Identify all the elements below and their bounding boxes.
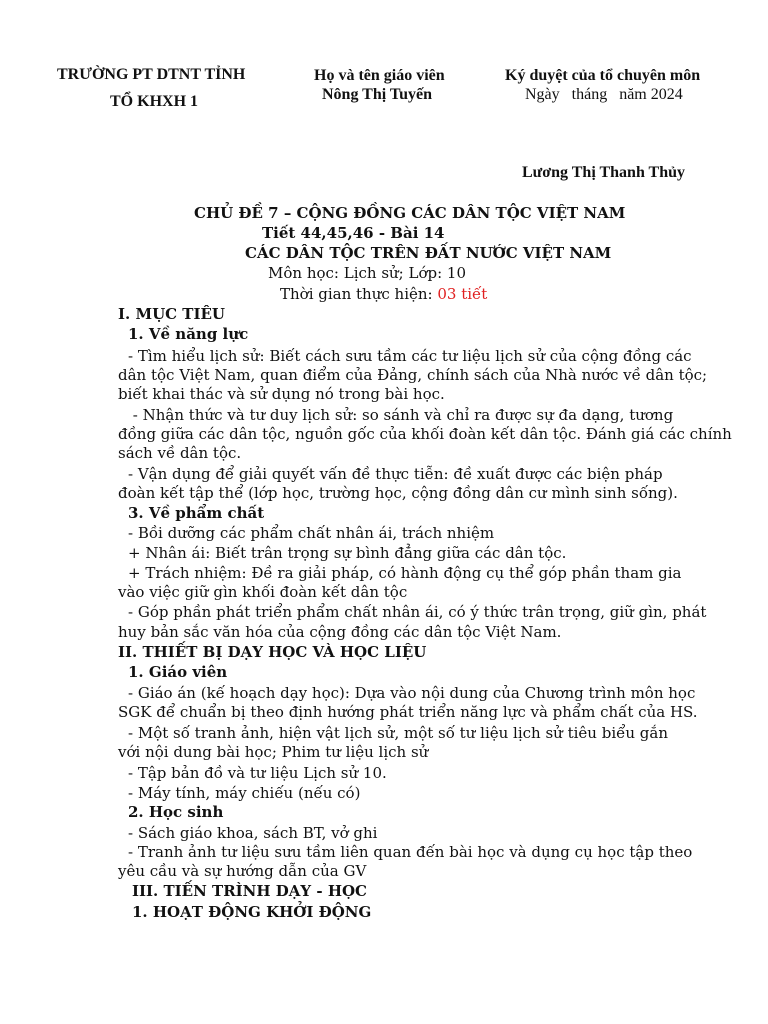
paragraph-line: - Tìm hiểu lịch sử: Biết cách sưu tầm các tư liệu lịch sử của cộng đồng các (128, 347, 692, 365)
approval-date: Ngày tháng năm 2024 (525, 86, 683, 103)
subsection-heading: 3. Về phẩm chất (128, 504, 265, 522)
approval-label: Ký duyệt của tổ chuyên môn (505, 67, 701, 84)
paragraph-line: đoàn kết tập thể (lớp học, trường học, cộng đồng dân cư mình sinh sống). (118, 484, 678, 502)
teacher-label: Họ và tên giáo viên (314, 67, 445, 84)
section-heading: III. TIẾN TRÌNH DẠY - HỌC (132, 882, 367, 900)
department-name: TỔ KHXH 1 (110, 93, 199, 110)
paragraph-line: - Bồi dưỡng các phẩm chất nhân ái, trách nhiệm (128, 524, 495, 542)
paragraph-line: huy bản sắc văn hóa của cộng đồng các dân tộc Việt Nam. (118, 623, 562, 641)
paragraph-line: - Tập bản đồ và tư liệu Lịch sử 10. (128, 764, 387, 782)
lesson-number: Tiết 44,45,46 - Bài 14 (262, 224, 445, 242)
paragraph-line: + Nhân ái: Biết trân trọng sự bình đẳng giữa các dân tộc. (128, 544, 567, 562)
paragraph-line: - Nhận thức và tư duy lịch sử: so sánh và chỉ ra được sự đa dạng, tương (128, 406, 674, 424)
paragraph-line: với nội dung bài học; Phim tư liệu lịch sử (118, 743, 429, 761)
section-heading: II. THIẾT BỊ DẠY HỌC VÀ HỌC LIỆU (118, 643, 427, 661)
paragraph-line: - Vận dụng để giải quyết vấn đề thực tiễn: đề xuất được các biện pháp (128, 465, 663, 483)
paragraph-line: SGK để chuẩn bị theo định hướng phát triển năng lực và phẩm chất của HS. (118, 703, 698, 721)
paragraph-line: biết khai thác và sử dụng nó trong bài học. (118, 385, 445, 403)
paragraph-line: + Trách nhiệm: Đề ra giải pháp, có hành động cụ thể góp phần tham gia (128, 564, 682, 582)
subsection-heading: 1. Về năng lực (128, 325, 249, 343)
school-name: TRƯỜNG PT DTNT TỈNH (57, 66, 246, 83)
subsection-heading: 1. Giáo viên (128, 663, 228, 681)
paragraph-line: dân tộc Việt Nam, quan điểm của Đảng, chính sách của Nhà nước về dân tộc; (118, 366, 708, 384)
subsection-heading: 2. Học sinh (128, 803, 224, 821)
subsection-heading: 1. HOẠT ĐỘNG KHỞI ĐỘNG (132, 903, 372, 921)
paragraph-line: - Góp phần phát triển phẩm chất nhân ái, có ý thức trân trọng, giữ gìn, phát (128, 603, 707, 621)
topic-title: CHỦ ĐỀ 7 – CỘNG ĐỒNG CÁC DÂN TỘC VIỆT NAM (194, 204, 626, 222)
paragraph-line: - Máy tính, máy chiếu (nếu có) (128, 784, 361, 802)
subject-line: Môn học: Lịch sử; Lớp: 10 (268, 264, 467, 282)
paragraph-line: - Giáo án (kế hoạch dạy học): Dựa vào nội dung của Chương trình môn học (128, 684, 696, 702)
lesson-title: CÁC DÂN TỘC TRÊN ĐẤT NƯỚC VIỆT NAM (245, 244, 612, 262)
approver-name: Lương Thị Thanh Thủy (522, 164, 686, 181)
time-label: Thời gian thực hiện: (280, 285, 438, 303)
paragraph-line: sách về dân tộc. (118, 444, 242, 462)
section-heading: I. MỤC TIÊU (118, 305, 225, 323)
paragraph-line: đồng giữa các dân tộc, nguồn gốc của khối đoàn kết dân tộc. Đánh giá các chính (118, 425, 732, 443)
paragraph-line: yêu cầu và sự hướng dẫn của GV (118, 862, 367, 880)
paragraph-line: - Sách giáo khoa, sách BT, vở ghi (128, 824, 378, 842)
paragraph-line: - Một số tranh ảnh, hiện vật lịch sử, một số tư liệu lịch sử tiêu biểu gắn (128, 724, 668, 742)
teacher-name: Nông Thị Tuyến (322, 86, 432, 103)
paragraph-line: vào việc giữ gìn khối đoàn kết dân tộc (118, 583, 408, 601)
paragraph-line: - Tranh ảnh tư liệu sưu tầm liên quan đến bài học và dụng cụ học tập theo (128, 843, 693, 861)
time-value: 03 tiết (437, 285, 488, 303)
time-line (280, 285, 487, 303)
